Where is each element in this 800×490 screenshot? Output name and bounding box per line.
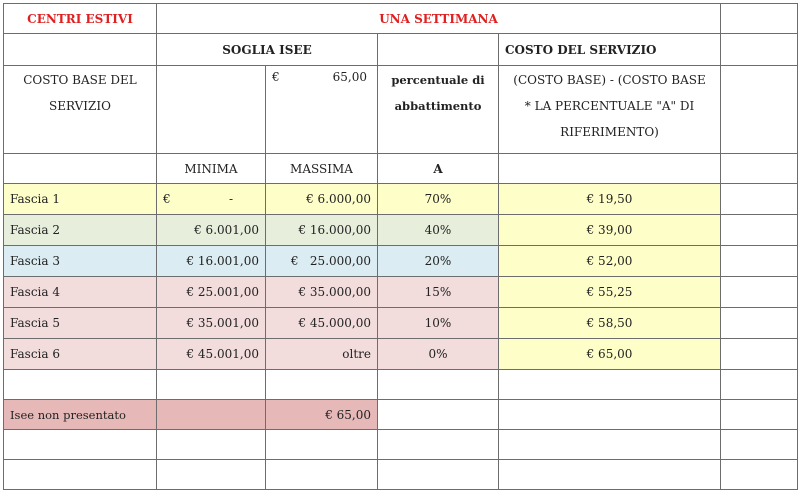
fascia-max: oltre bbox=[266, 339, 378, 370]
empty-cell bbox=[721, 460, 798, 490]
fascia-pct: 20% bbox=[378, 246, 499, 277]
fascia-max: € 35.000,00 bbox=[266, 277, 378, 308]
fascia-name: Fascia 5 bbox=[4, 308, 157, 339]
table-row bbox=[4, 215, 798, 246]
title-centri-estivi: CENTRI ESTIVI bbox=[4, 4, 157, 34]
empty-row bbox=[4, 460, 798, 490]
empty-cell bbox=[378, 400, 499, 430]
empty-cell bbox=[4, 460, 157, 490]
fascia-min: € 45.001,00 bbox=[157, 339, 266, 370]
fascia-name: Fascia 3 bbox=[4, 246, 157, 277]
empty-cell bbox=[721, 154, 798, 184]
empty-cell bbox=[721, 34, 798, 66]
col-a: A bbox=[378, 154, 499, 184]
soglia-isee-header: SOGLIA ISEE bbox=[157, 34, 378, 66]
empty-cell bbox=[4, 430, 157, 460]
fascia-min: € 25.001,00 bbox=[157, 277, 266, 308]
costo-servizio-header: COSTO DEL SERVIZIO bbox=[499, 34, 721, 66]
empty-cell bbox=[499, 370, 721, 400]
base-amount-value: 65,00 bbox=[332, 70, 367, 84]
title-una-settimana: UNA SETTIMANA bbox=[157, 4, 721, 34]
table-row bbox=[4, 308, 798, 339]
fascia-name: Fascia 6 bbox=[4, 339, 157, 370]
empty-cell bbox=[721, 4, 798, 34]
percentuale-label: percentuale di abbattimento bbox=[378, 66, 499, 154]
fascia-pct: 0% bbox=[378, 339, 499, 370]
fascia-max: € 16.000,00 bbox=[266, 215, 378, 246]
isee-missing-label: Isee non presentato bbox=[4, 400, 157, 430]
empty-cell bbox=[157, 460, 266, 490]
costo-base-amount bbox=[266, 66, 378, 154]
fascia-pct: 40% bbox=[378, 215, 499, 246]
empty-cell bbox=[721, 215, 798, 246]
empty-cell bbox=[157, 430, 266, 460]
empty-cell bbox=[721, 339, 798, 370]
empty-row bbox=[4, 370, 798, 400]
fascia-cost: € 65,00 bbox=[499, 339, 721, 370]
empty-cell bbox=[4, 34, 157, 66]
empty-cell bbox=[499, 400, 721, 430]
fascia-pct: 15% bbox=[378, 277, 499, 308]
fascia-cost: € 19,50 bbox=[499, 184, 721, 215]
table-row bbox=[4, 246, 798, 277]
base-row bbox=[4, 66, 798, 154]
empty-cell bbox=[721, 430, 798, 460]
empty-cell bbox=[721, 308, 798, 339]
empty-cell bbox=[721, 370, 798, 400]
empty-cell bbox=[4, 154, 157, 184]
col-massima: MASSIMA bbox=[266, 154, 378, 184]
fascia-name: Fascia 2 bbox=[4, 215, 157, 246]
fascia-min: € 16.001,00 bbox=[157, 246, 266, 277]
fascia-pct: 70% bbox=[378, 184, 499, 215]
table-row bbox=[4, 277, 798, 308]
empty-cell bbox=[266, 460, 378, 490]
empty-cell bbox=[721, 246, 798, 277]
isee-missing-value: € 65,00 bbox=[266, 400, 378, 430]
fascia-max: € 45.000,00 bbox=[266, 308, 378, 339]
fascia-min: € 6.001,00 bbox=[157, 215, 266, 246]
empty-cell bbox=[378, 370, 499, 400]
currency-symbol: € bbox=[163, 192, 171, 206]
empty-cell bbox=[266, 430, 378, 460]
fascia-min: € 35.001,00 bbox=[157, 308, 266, 339]
formula-text: (COSTO BASE) - (COSTO BASE * LA PERCENTUALE "A" DI RIFERIMENTO) bbox=[499, 66, 721, 154]
empty-cell bbox=[721, 184, 798, 215]
empty-cell bbox=[721, 66, 798, 154]
table-row bbox=[4, 339, 798, 370]
currency-symbol: € bbox=[272, 70, 280, 84]
min-dash: - bbox=[228, 192, 233, 206]
empty-cell bbox=[157, 66, 266, 154]
fascia-cost: € 39,00 bbox=[499, 215, 721, 246]
empty-row bbox=[4, 430, 798, 460]
fascia-max: € 25.000,00 bbox=[266, 246, 378, 277]
fascia-cost: € 55,25 bbox=[499, 277, 721, 308]
fee-table bbox=[3, 3, 798, 490]
title-row bbox=[4, 4, 798, 34]
isee-missing-row bbox=[4, 400, 798, 430]
empty-cell bbox=[499, 430, 721, 460]
empty-cell bbox=[721, 277, 798, 308]
columns-row bbox=[4, 154, 798, 184]
empty-cell bbox=[4, 370, 157, 400]
fascia-min bbox=[157, 184, 266, 215]
empty-cell bbox=[721, 400, 798, 430]
fascia-cost: € 52,00 bbox=[499, 246, 721, 277]
fascia-name: Fascia 1 bbox=[4, 184, 157, 215]
subheader-row bbox=[4, 34, 798, 66]
fascia-cost: € 58,50 bbox=[499, 308, 721, 339]
empty-cell bbox=[378, 430, 499, 460]
empty-cell bbox=[499, 154, 721, 184]
empty-cell bbox=[157, 370, 266, 400]
col-minima: MINIMA bbox=[157, 154, 266, 184]
fascia-pct: 10% bbox=[378, 308, 499, 339]
empty-cell bbox=[378, 34, 499, 66]
fascia-max: € 6.000,00 bbox=[266, 184, 378, 215]
costo-base-label: COSTO BASE DEL SERVIZIO bbox=[4, 66, 157, 154]
table-row bbox=[4, 184, 798, 215]
empty-cell bbox=[378, 460, 499, 490]
empty-cell bbox=[266, 370, 378, 400]
empty-cell bbox=[499, 460, 721, 490]
fascia-name: Fascia 4 bbox=[4, 277, 157, 308]
empty-cell bbox=[157, 400, 266, 430]
